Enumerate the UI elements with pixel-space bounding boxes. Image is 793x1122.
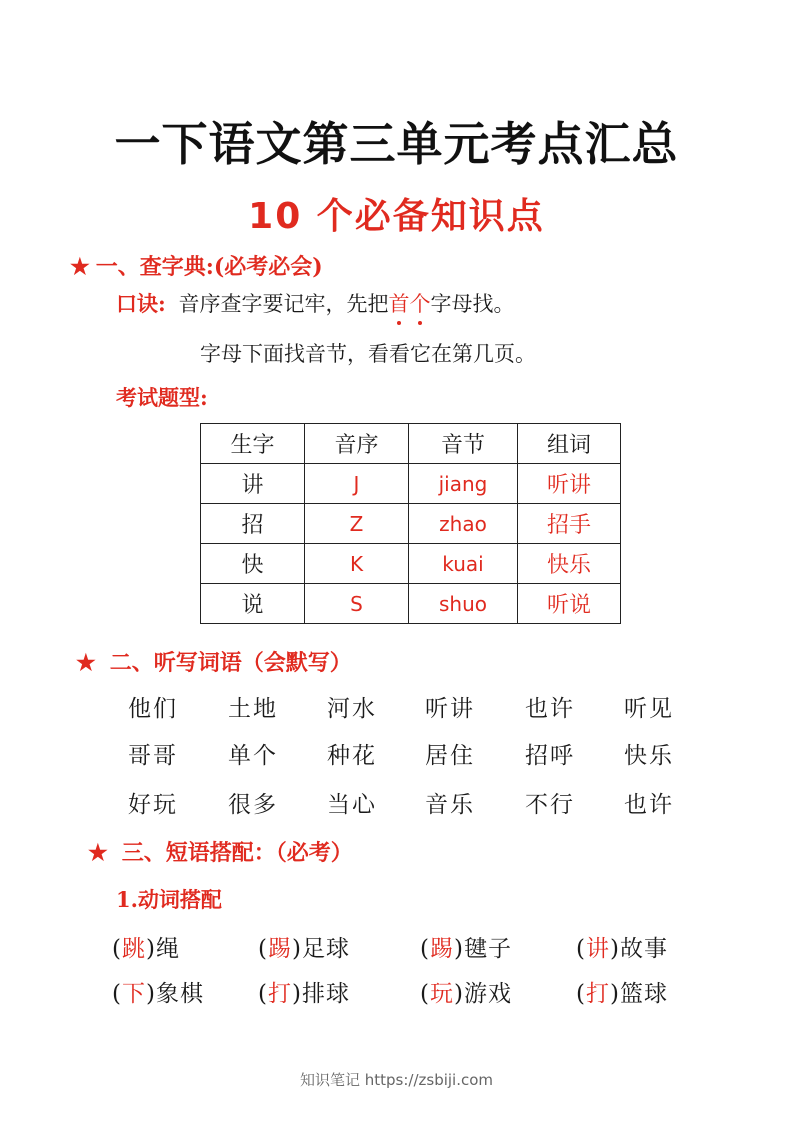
section3-heading-text: 三、短语搭配：（必考） — [121, 840, 353, 866]
mnemonic-label: 口诀: — [116, 291, 166, 316]
exam-type-label: 考试题型: — [116, 385, 208, 410]
phrase-verb: 下 — [121, 981, 146, 1007]
phrase-item: (跳)绳 — [112, 936, 180, 962]
table-cell: shuo — [409, 584, 518, 624]
star-icon: ★ — [76, 650, 96, 676]
dictation-word: 快乐 — [624, 743, 674, 769]
dictation-word: 也许 — [525, 696, 575, 722]
dictation-word: 听见 — [624, 696, 674, 722]
phrase-item: (踢)足球 — [258, 936, 350, 962]
phrase-noun: 毽子 — [463, 936, 512, 962]
phrase-verb: 踢 — [267, 936, 292, 962]
dictation-word: 当心 — [327, 792, 377, 818]
verb-collocation-subheading: 1.动词搭配 — [116, 887, 222, 912]
dictation-word: 也许 — [624, 792, 674, 818]
table-cell: Z — [305, 504, 409, 544]
dictation-word: 听讲 — [425, 696, 475, 722]
emphasis-char-1: 首 — [388, 288, 409, 318]
phrase-item: (打)排球 — [258, 981, 350, 1007]
table-row — [201, 584, 621, 624]
table-cell: S — [305, 584, 409, 624]
phrase-noun: 排球 — [301, 981, 350, 1007]
dictation-word: 很多 — [228, 792, 278, 818]
page-subtitle: 10 个必备知识点 — [248, 196, 545, 237]
table-row — [201, 464, 621, 504]
table-header: 生字 — [201, 424, 305, 464]
phrase-verb: 打 — [585, 981, 610, 1007]
table-cell: jiang — [409, 464, 518, 504]
phrase-item: (玩)游戏 — [420, 981, 512, 1007]
section1-heading — [70, 250, 323, 281]
table-cell: kuai — [409, 544, 518, 584]
table-cell: 招手 — [518, 504, 621, 544]
phrase-verb: 打 — [267, 981, 292, 1007]
mnemonic-text-before: 音序查字要记牢，先把 — [178, 292, 389, 316]
dictation-word: 招呼 — [525, 743, 575, 769]
mnemonic-text-after: 字母找。 — [430, 292, 515, 316]
phrase-verb: 讲 — [585, 936, 610, 962]
mnemonic-line-1 — [116, 288, 514, 318]
dictation-word: 好玩 — [128, 792, 178, 818]
phrase-item: (踢)毽子 — [420, 936, 512, 962]
table-cell: 讲 — [201, 464, 305, 504]
footer-watermark[interactable]: 知识笔记 https://zsbiji.com — [299, 1071, 494, 1089]
table-row — [201, 544, 621, 584]
table-cell: 快乐 — [518, 544, 621, 584]
section2-heading-text: 二、听写词语（会默写） — [109, 650, 352, 676]
section3-heading — [88, 836, 353, 867]
star-icon: ★ — [70, 254, 90, 280]
mnemonic-line-2: 字母下面找音节，看看它在第几页。 — [200, 342, 536, 366]
table-cell: 说 — [201, 584, 305, 624]
phrase-noun: 游戏 — [463, 981, 512, 1007]
dictation-word: 哥哥 — [128, 743, 178, 769]
phrase-verb: 跳 — [121, 936, 146, 962]
phrase-noun: 足球 — [301, 936, 350, 962]
dictation-word: 土地 — [228, 696, 278, 722]
phrase-item: (讲)故事 — [576, 936, 668, 962]
table-row — [201, 504, 621, 544]
table-cell: K — [305, 544, 409, 584]
dictation-word: 居住 — [425, 743, 475, 769]
phrase-item: (下)象棋 — [112, 981, 204, 1007]
dictation-word: 音乐 — [425, 792, 475, 818]
table-header: 组词 — [518, 424, 621, 464]
dictation-word: 单个 — [228, 743, 278, 769]
table-header: 音节 — [409, 424, 518, 464]
lookup-table — [200, 423, 621, 624]
page-title: 一下语文第三单元考点汇总 — [114, 117, 679, 171]
phrase-verb: 玩 — [429, 981, 454, 1007]
phrase-noun: 象棋 — [155, 981, 204, 1007]
table-cell: 招 — [201, 504, 305, 544]
phrase-item: (打)篮球 — [576, 981, 668, 1007]
dictation-word: 不行 — [525, 792, 575, 818]
phrase-noun: 故事 — [619, 936, 668, 962]
table-header: 音序 — [305, 424, 409, 464]
table-cell: J — [305, 464, 409, 504]
section2-heading — [76, 646, 352, 677]
emphasis-char-2: 个 — [409, 288, 430, 318]
section1-heading-text: 一、查字典:(必考必会) — [95, 254, 323, 280]
dictation-word: 他们 — [128, 696, 178, 722]
table-header-row — [201, 424, 621, 464]
table-cell: 听说 — [518, 584, 621, 624]
star-icon: ★ — [88, 840, 108, 866]
dictation-word: 河水 — [327, 696, 377, 722]
phrase-noun: 绳 — [155, 936, 180, 962]
dictation-word: 种花 — [327, 743, 377, 769]
phrase-noun: 篮球 — [619, 981, 668, 1007]
table-cell: 快 — [201, 544, 305, 584]
table-cell: 听讲 — [518, 464, 621, 504]
table-cell: zhao — [409, 504, 518, 544]
phrase-verb: 踢 — [429, 936, 454, 962]
